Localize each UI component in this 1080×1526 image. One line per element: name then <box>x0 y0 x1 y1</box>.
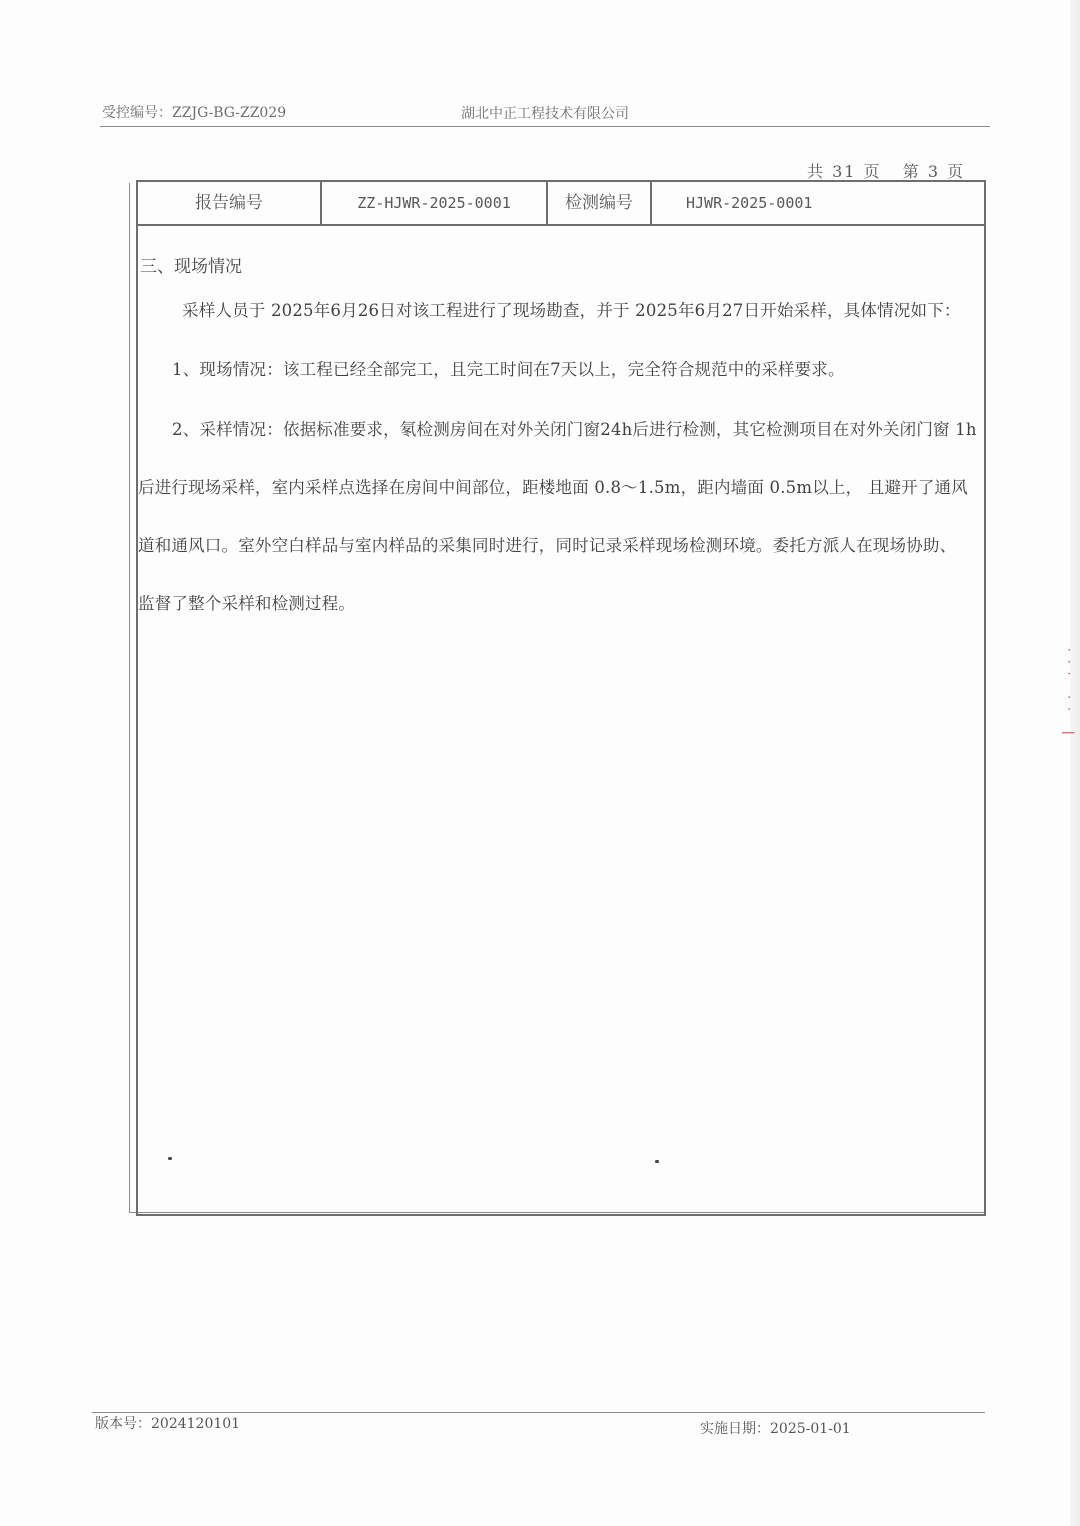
sampling-paragraph-line-3: 道和通风口。室外空白样品与室内样品的采集同时进行，同时记录采样现场检测环境。委托方派人在现场协助、 <box>138 536 957 555</box>
effective-date: 实施日期：2025-01-01 <box>700 1421 851 1437</box>
sampling-paragraph-line-2: 后进行现场采样，室内采样点选择在房间中间部位，距楼地面 0.8～1.5m，距内墙面 0.5m以上， 且避开了通风 <box>138 478 968 497</box>
report-info-row <box>138 182 984 226</box>
seam-stamp-marks: ··· ·· | <box>1062 648 1076 743</box>
report-table <box>136 180 986 1216</box>
test-number-value: HJWR-2025-0001 <box>686 194 813 212</box>
company-name: 湖北中正工程技术有限公司 <box>461 106 629 122</box>
report-number-label: 报告编号 <box>138 182 322 224</box>
header-divider <box>100 126 990 127</box>
scan-speck <box>168 1157 172 1160</box>
site-condition-paragraph: 1、现场情况：该工程已经全部完工，且完工时间在7天以上，完全符合规范中的采样要求。 <box>172 360 845 379</box>
intro-paragraph: 采样人员于 2025年6月26日对该工程进行了现场勘查，并于 2025年6月27日开始采样，具体情况如下： <box>182 301 961 320</box>
version-number: 版本号：2024120101 <box>95 1416 241 1432</box>
report-number-value: ZZ-HJWR-2025-0001 <box>322 182 548 224</box>
section-title: 三、现场情况 <box>140 257 242 277</box>
page-count: 共 31 页 第 3 页 <box>807 162 966 181</box>
control-number: 受控编号：ZZJG-BG-ZZ029 <box>102 105 287 121</box>
test-number-label: 检测编号 <box>548 182 652 224</box>
sampling-paragraph-line-1: 2、采样情况：依据标准要求，氡检测房间在对外关闭门窗24h后进行检测，其它检测项目在对外关闭门窗 1h <box>172 420 977 439</box>
sampling-paragraph-line-4: 监督了整个采样和检测过程。 <box>138 594 356 613</box>
scan-speck <box>655 1160 659 1163</box>
